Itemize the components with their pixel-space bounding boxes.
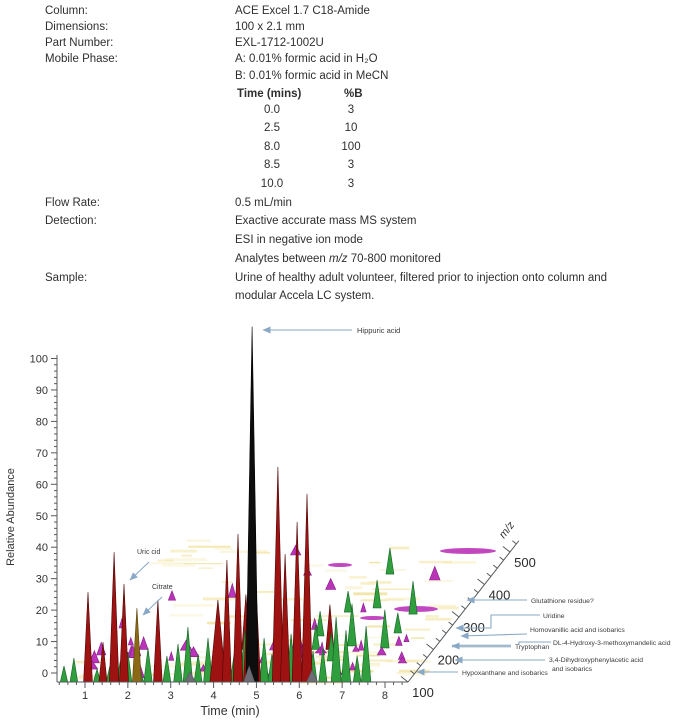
y-tick-label: 40 — [35, 542, 48, 555]
y-axis-title: Relative Abundance — [5, 468, 17, 566]
gradient-percent-b-cell: 100 — [341, 140, 361, 153]
dimensions-label: Dimensions: — [45, 21, 109, 33]
peak-annotation — [452, 644, 549, 651]
annotation-label: and isobarics — [552, 666, 593, 673]
black-peak — [246, 327, 258, 682]
peak-annotation — [467, 598, 594, 605]
red-peak — [292, 522, 302, 682]
gradient-table-row — [242, 159, 371, 177]
column-value: ACE Excel 1.7 C18-Amide — [235, 5, 370, 17]
part-number-value: EXL-1712-1002U — [235, 37, 324, 49]
green-peak — [144, 648, 152, 682]
gradient-time-cell: 10.0 — [260, 177, 284, 190]
green-peak — [394, 613, 402, 633]
annotation-label: Tryptophan — [515, 644, 550, 651]
magenta-speck — [429, 566, 440, 580]
annotation-label: Hippuric acid — [357, 326, 401, 335]
annotation-label: Glutathione residue? — [531, 598, 594, 605]
annotation-connector — [143, 597, 162, 615]
sample-label: Sample: — [45, 272, 88, 284]
detection-line-1: Exactive accurate mass MS system — [235, 215, 417, 227]
dimensions-value: 100 x 2.1 mm — [235, 21, 305, 33]
red-peak — [302, 494, 313, 682]
y-tick-label: 80 — [35, 416, 48, 429]
chromatogram-3d-figure — [0, 315, 686, 725]
gradient-percent-b-cell: 3 — [347, 159, 355, 172]
mz-band-streak — [360, 616, 386, 620]
detection-line-3-prefix: Analytes between — [235, 253, 329, 265]
green-peak — [381, 610, 390, 648]
magenta-speck — [97, 642, 106, 655]
y-tick-label: 30 — [35, 573, 48, 586]
red-peak — [120, 584, 129, 682]
x-axis-title: Time (min) — [200, 704, 260, 718]
gradient-time-cell: 8.0 — [264, 140, 280, 153]
peaks-layer — [60, 327, 440, 682]
annotation-connector — [130, 562, 149, 580]
mobile-phase-label: Mobile Phase: — [45, 53, 118, 65]
mz-italic: m/z — [328, 253, 348, 265]
peak-annotation — [130, 549, 160, 580]
z-tick-label: 400 — [488, 587, 511, 603]
y-tick-label: 50 — [35, 510, 48, 523]
gradient-percent-b-cell: 10 — [344, 122, 358, 135]
magenta-speck — [326, 579, 336, 590]
y-tick-label: 10 — [35, 636, 48, 649]
magenta-speck — [290, 545, 301, 555]
z-tick-label: 100 — [412, 685, 434, 700]
part-number-label: Part Number: — [45, 37, 114, 49]
peak-annotation — [263, 326, 400, 335]
peak-annotation — [455, 657, 643, 664]
annotation-label: Uric cid — [137, 549, 161, 556]
gradient-table-row — [242, 104, 371, 122]
gradient-time-cell: 8.5 — [264, 159, 280, 172]
x-tick-label: 4 — [210, 690, 217, 702]
gradient-header-time: Time (mins) — [237, 88, 302, 100]
magenta-speck — [168, 591, 175, 601]
column-label: Column: — [45, 5, 88, 17]
detection-line-3 — [235, 252, 441, 266]
gradient-table-row — [242, 178, 371, 196]
flow-rate-value: 0.5 mL/min — [235, 197, 292, 209]
y-tick-label: 20 — [35, 605, 48, 618]
gradient-percent-b-cell: 3 — [347, 177, 355, 190]
annotation-label: 3,4-Dihydroxyphenylacetic acid — [549, 657, 644, 664]
magenta-speck — [353, 646, 359, 652]
green-peak — [194, 654, 202, 682]
z-tick-label: 500 — [514, 555, 536, 570]
annotation-label: DL-4-Hydroxy-3-methoxymandelic acid — [553, 640, 671, 647]
gradient-time-cell: 0.0 — [264, 104, 280, 116]
flow-rate-label: Flow Rate: — [45, 197, 100, 209]
mobile-phase-b: B: 0.01% formic acid in MeCN — [235, 70, 389, 82]
gradient-table-row — [242, 141, 371, 159]
z-tick-label: 200 — [437, 652, 460, 668]
red-peak — [233, 534, 243, 682]
magenta-speck — [228, 584, 236, 598]
green-peak — [316, 611, 324, 636]
z-tick-label: 300 — [463, 620, 485, 635]
x-tick-label: 7 — [339, 690, 346, 702]
detection-line-3-suffix: 70-800 monitored — [347, 253, 441, 265]
gradient-table-rows — [242, 104, 371, 196]
y-tick-label: 100 — [29, 353, 48, 366]
x-tick-label: 5 — [253, 690, 260, 702]
y-tick-label: 90 — [35, 384, 48, 397]
x-tick-label: 6 — [296, 690, 303, 702]
sample-line-2: modular Accela LC system. — [235, 290, 375, 302]
sample-line-1: Urine of healthy adult volunteer, filtered prior to injection onto column and — [235, 272, 608, 284]
x-tick-label: 2 — [124, 690, 131, 702]
magenta-speck — [358, 640, 363, 650]
magenta-speck — [169, 652, 174, 660]
green-peak — [344, 591, 352, 612]
red-peak — [109, 552, 119, 682]
peak-annotation — [552, 666, 593, 673]
annotation-label: Citrate — [152, 584, 173, 591]
x-tick-label: 8 — [381, 690, 389, 702]
magenta-speck — [128, 638, 133, 645]
gradient-time-cell: 2.5 — [264, 122, 280, 135]
y-tick-label: 60 — [35, 479, 48, 492]
mz-band-streak — [328, 563, 352, 567]
red-peak — [154, 600, 163, 682]
magenta-speck — [404, 635, 409, 642]
annotation-label: Homovanillic acid and isobarics — [530, 627, 625, 634]
gradient-table-row — [242, 122, 371, 140]
y-tick-label: 0 — [41, 668, 48, 680]
z-axis-title: m/z — [496, 519, 518, 541]
green-peak — [386, 548, 394, 574]
magenta-speck — [139, 637, 148, 650]
magenta-speck — [377, 647, 386, 655]
red-peak — [222, 560, 231, 682]
y-tick-label: 70 — [35, 447, 48, 460]
red-peak — [84, 592, 93, 682]
green-peak — [361, 626, 371, 682]
detection-line-2: ESI in negative ion mode — [235, 234, 363, 246]
green-peak — [60, 666, 67, 682]
magenta-speck — [361, 603, 366, 612]
annotation-label: Uridine — [543, 613, 565, 620]
peak-annotation — [417, 670, 548, 677]
gradient-percent-b-cell: 3 — [347, 104, 355, 116]
mz-band-streak — [440, 548, 496, 554]
mobile-phase-a: A: 0.01% formic acid in H₂O — [235, 53, 378, 65]
x-tick-label: 3 — [167, 690, 174, 702]
x-tick-label: 1 — [81, 690, 89, 702]
gradient-header-percent-b: %B — [344, 88, 363, 100]
annotation-label: Hypoxanthane and isobarics — [462, 670, 548, 677]
detection-label: Detection: — [45, 215, 97, 227]
chromatogram-3d-plot — [0, 315, 686, 725]
